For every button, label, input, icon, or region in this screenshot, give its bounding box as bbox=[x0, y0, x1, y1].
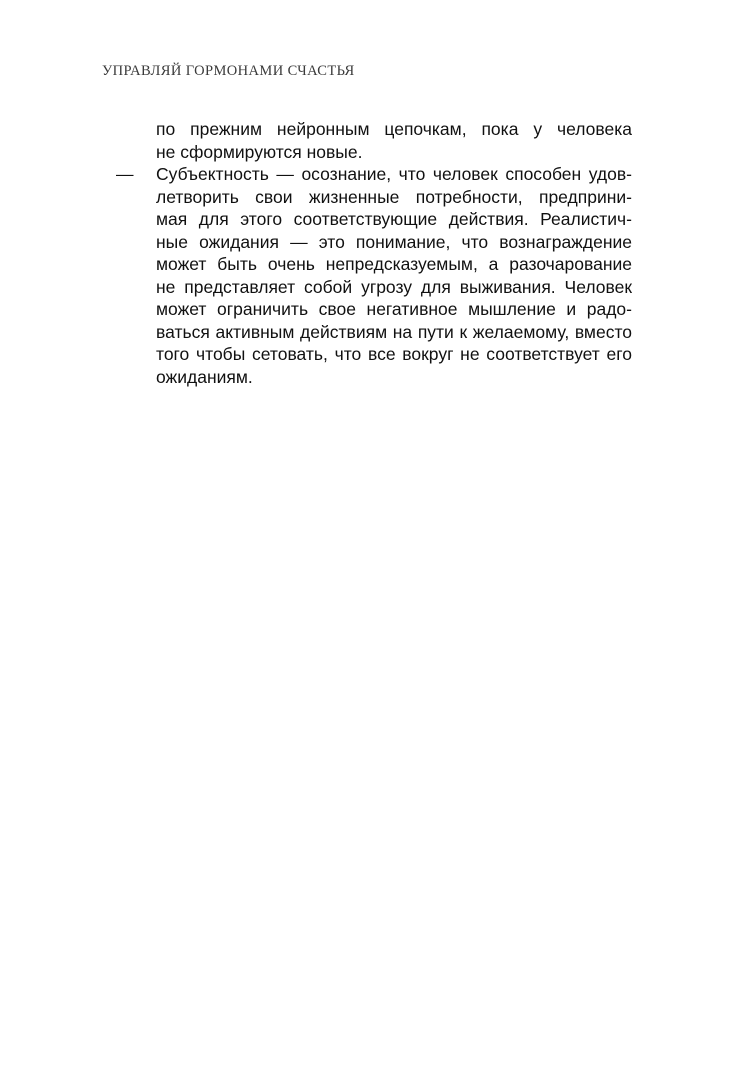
list-dash: — bbox=[116, 164, 134, 184]
text-line: Субъектность — осознание, что человек способен удов- bbox=[156, 164, 632, 184]
text-line: может ограничить свое негативное мышление и радо- bbox=[156, 299, 632, 319]
running-head: УПРАВЛЯЙ ГОРМОНАМИ СЧАСТЬЯ bbox=[102, 63, 355, 79]
text-line: не сформируются новые. bbox=[156, 141, 363, 162]
text-line: не представляет собой угрозу для выживания. Человек bbox=[156, 276, 632, 297]
text-line: может быть очень непредсказуемым, а разочарование bbox=[156, 254, 632, 274]
text-line: мая для этого соответствующие действия. Реалистич- bbox=[156, 209, 632, 229]
text-line: летворить свои жизненные потребности, предприни- bbox=[156, 186, 632, 207]
body-text bbox=[116, 118, 632, 388]
text-line: того чтобы сетовать, что все вокруг не соответствует его bbox=[156, 344, 632, 364]
continuation-paragraph bbox=[156, 118, 632, 163]
text-line: ваться активным действиям на пути к желаемому, вместо bbox=[156, 321, 632, 342]
text-line: ные ожидания — это понимание, что вознаграждение bbox=[156, 231, 632, 252]
text-line: ожиданиям. bbox=[156, 366, 253, 387]
list-item bbox=[116, 163, 632, 388]
text-line: по прежним нейронным цепочкам, пока у человека bbox=[156, 119, 632, 139]
